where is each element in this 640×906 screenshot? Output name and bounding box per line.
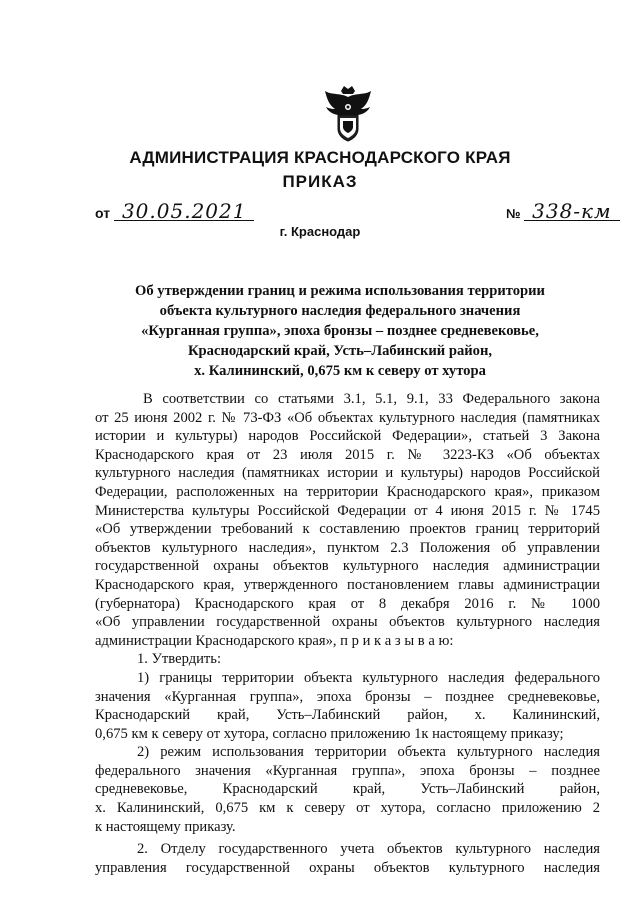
- date-prefix: от: [95, 205, 111, 221]
- title-line: «Курганная группа», эпоха бронзы – позднее средневековье,: [141, 323, 539, 339]
- body-line: администрации Краснодарского края», п р и к а з ы в а ю:: [95, 632, 454, 649]
- body-line: «Об управлении государственной охраны объектов культурного наследия: [95, 614, 600, 631]
- body-line: к настоящему приказу.: [95, 818, 236, 835]
- document-type: ПРИКАЗ: [282, 172, 358, 191]
- body-line: Федерации, расположенных на территории Краснодарского края», приказом: [95, 483, 600, 500]
- body-line: объектов культурного наследия», пунктом 2.3 Положения об управлении: [95, 539, 600, 556]
- title-line: Об утверждении границ и режима использования территории: [135, 283, 545, 299]
- body-line: средневековье, Краснодарский край, Усть–Лабинский район,: [95, 781, 600, 798]
- document-title: [130, 281, 550, 381]
- body-line: от 25 июня 2002 г. № 73-ФЗ «Об объектах культурного наследия (памятниках: [95, 409, 600, 426]
- date-handwritten: 30.05.2021: [114, 202, 255, 221]
- body-line: (губернатора) Краснодарского края от 8 декабря 2016 г. № 1000: [95, 595, 600, 612]
- clause-2: 2. Отделу государственного учета объектов культурного наследия: [137, 841, 600, 858]
- body-line: государственной охраны объектов культурного наследия администрации: [95, 558, 600, 575]
- coat-of-arms-icon: [323, 85, 373, 143]
- body-line: «Об утверждении требований к составлению проектов границ территорий: [95, 521, 600, 538]
- body-line: культурного наследия (памятниках истории и культуры) народов Российской: [95, 465, 600, 482]
- body-line: Краснодарского края от 23 июля 2015 г. № 3223-КЗ «Об объектах: [95, 446, 600, 463]
- title-line: Краснодарский край, Усть–Лабинский район,: [187, 343, 493, 359]
- body-line: 1) границы территории объекта культурного наследия федерального: [137, 669, 600, 686]
- number-line: [506, 199, 620, 223]
- date-line: [95, 199, 254, 223]
- body-line: управления государственной охраны объектов культурного наследия: [95, 859, 600, 876]
- body-line: Министерства культуры Российской Федерации от 4 июня 2015 г. № 1745: [95, 502, 600, 519]
- body-line: значения «Курганная группа», эпоха бронзы – позднее средневековье,: [95, 688, 600, 705]
- title-line: х. Калининский, 0,675 км к северу от хутора: [194, 363, 486, 379]
- body-line: федерального значения «Курганная группа», эпоха бронзы – позднее: [95, 762, 600, 779]
- clause-1: 1. Утвердить:: [137, 651, 222, 668]
- organization-title: АДМИНИСТРАЦИЯ КРАСНОДАРСКОГО КРАЯ: [129, 148, 511, 167]
- body-line: Краснодарского края, утвержденного постановлением главы администрации: [95, 576, 600, 593]
- document-body: [95, 390, 600, 877]
- body-line: В соответствии со статьями 3.1, 5.1, 9.1, 33 Федерального закона: [143, 391, 600, 407]
- title-line: объекта культурного наследия федерального значения: [159, 303, 521, 319]
- city: г. Краснодар: [279, 224, 361, 239]
- body-line: 0,675 км к северу от хутора, согласно приложению 1к настоящему приказу;: [95, 725, 564, 742]
- number-prefix: №: [506, 206, 521, 221]
- body-line: истории и культуры) народов Российской Федерации», статьей 3 Закона: [95, 428, 600, 445]
- body-line: Краснодарский край, Усть–Лабинский район, х. Калининский,: [95, 707, 600, 724]
- body-line: х. Калининский, 0,675 км к северу от хутора, согласно приложению 2: [95, 800, 600, 817]
- body-line: 2) режим использования территории объекта культурного наследия: [137, 744, 600, 761]
- number-handwritten: 338-км: [524, 202, 619, 221]
